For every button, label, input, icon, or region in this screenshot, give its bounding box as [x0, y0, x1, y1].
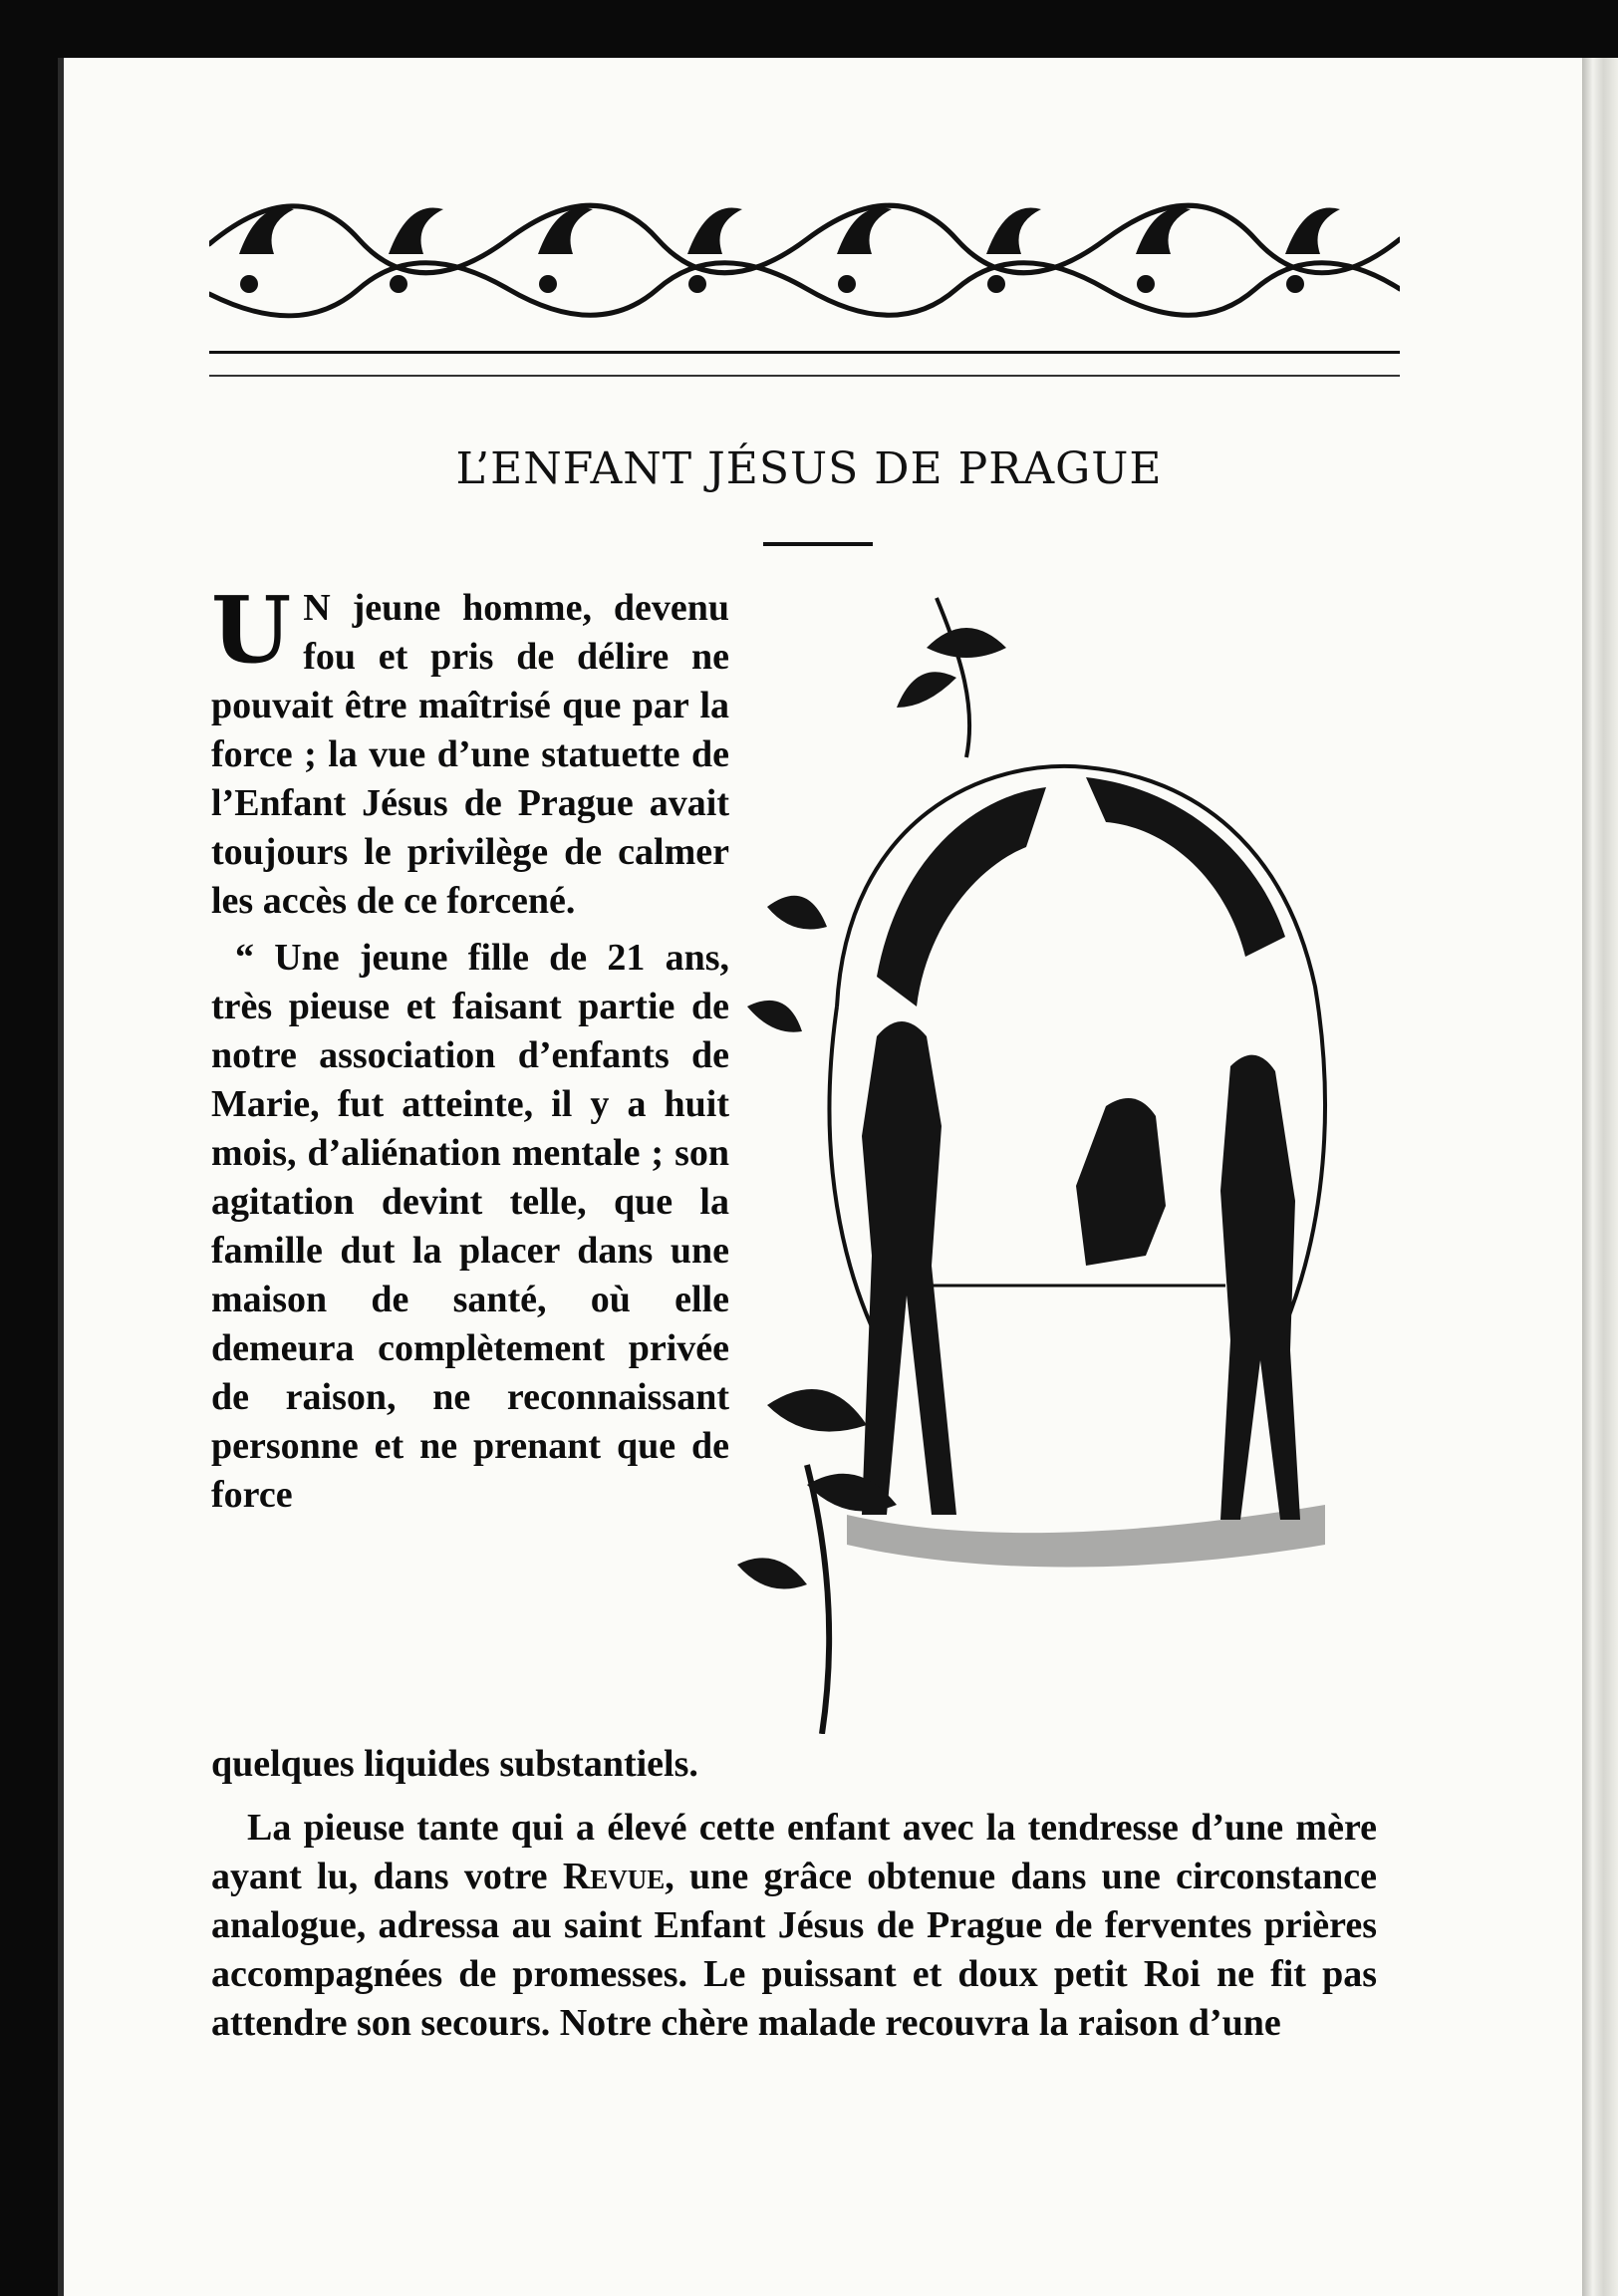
left-column-text — [211, 576, 729, 1520]
curtain-right — [1086, 777, 1285, 957]
leaf-cluster-top — [897, 628, 1006, 708]
ornamental-header-band — [209, 184, 1400, 334]
attendant-figure — [1220, 1055, 1300, 1520]
flower-stem — [807, 1465, 829, 1734]
paragraph-1-text: N jeune homme, devenu fou et pris de délire ne pouvait être maîtrisé que par la force ; la vue d’une statuette de l’Enfant Jésus de Prague avait toujours le privilège de calmer les accès de ce forcené. — [211, 587, 729, 922]
drop-cap: U — [211, 576, 292, 684]
paragraph-3-end: , une grâce obtenue dans une circonstance analogue, adressa au saint Enfant Jésus de Prague de ferventes prières accompagnées de promesses. Le puissant et doux petit Roi ne fit pas attendre son secours. Notre chère malade recouvra la raison d’une — [211, 1856, 1377, 2044]
curtain-left — [877, 787, 1046, 1006]
title-underline — [763, 542, 873, 546]
paragraph-3 — [211, 1804, 1377, 2048]
standing-man-figure — [862, 1021, 956, 1515]
paragraph-2: “ Une jeune fille de 21 ans, très pieuse et faisant partie de notre association d’enfants de Marie, fut atteinte, il y a huit mois, d’aliénation mentale ; son agitation devint telle, que la famille dut la placer dans une maison de santé, où elle demeura complètement privée de raison, ne reconnaissant personne et ne prenant que de force — [211, 937, 729, 1516]
page-title: L’ENFANT JÉSUS DE PRAGUE — [455, 443, 1163, 494]
leaf-cluster-left — [747, 896, 827, 1032]
paragraph-3-start: La pieuse tante qui a élevé cette enfant avec la tendresse d’une mère ayant lu, dans votre — [211, 1807, 1377, 1897]
seated-figure — [1076, 1098, 1166, 1266]
engraving-illustration — [727, 588, 1405, 1734]
header-rule-thin — [209, 375, 1400, 377]
paragraph-2-last-line: quelques liquides substantiels. — [211, 1743, 698, 1785]
floor-shadow — [847, 1505, 1325, 1568]
header-rules — [209, 351, 1400, 381]
paragraph-1 — [211, 576, 729, 926]
page-edge — [1582, 58, 1618, 2296]
header-rule-thick — [209, 351, 1400, 354]
revue-smallcaps: Revue — [562, 1856, 666, 1897]
